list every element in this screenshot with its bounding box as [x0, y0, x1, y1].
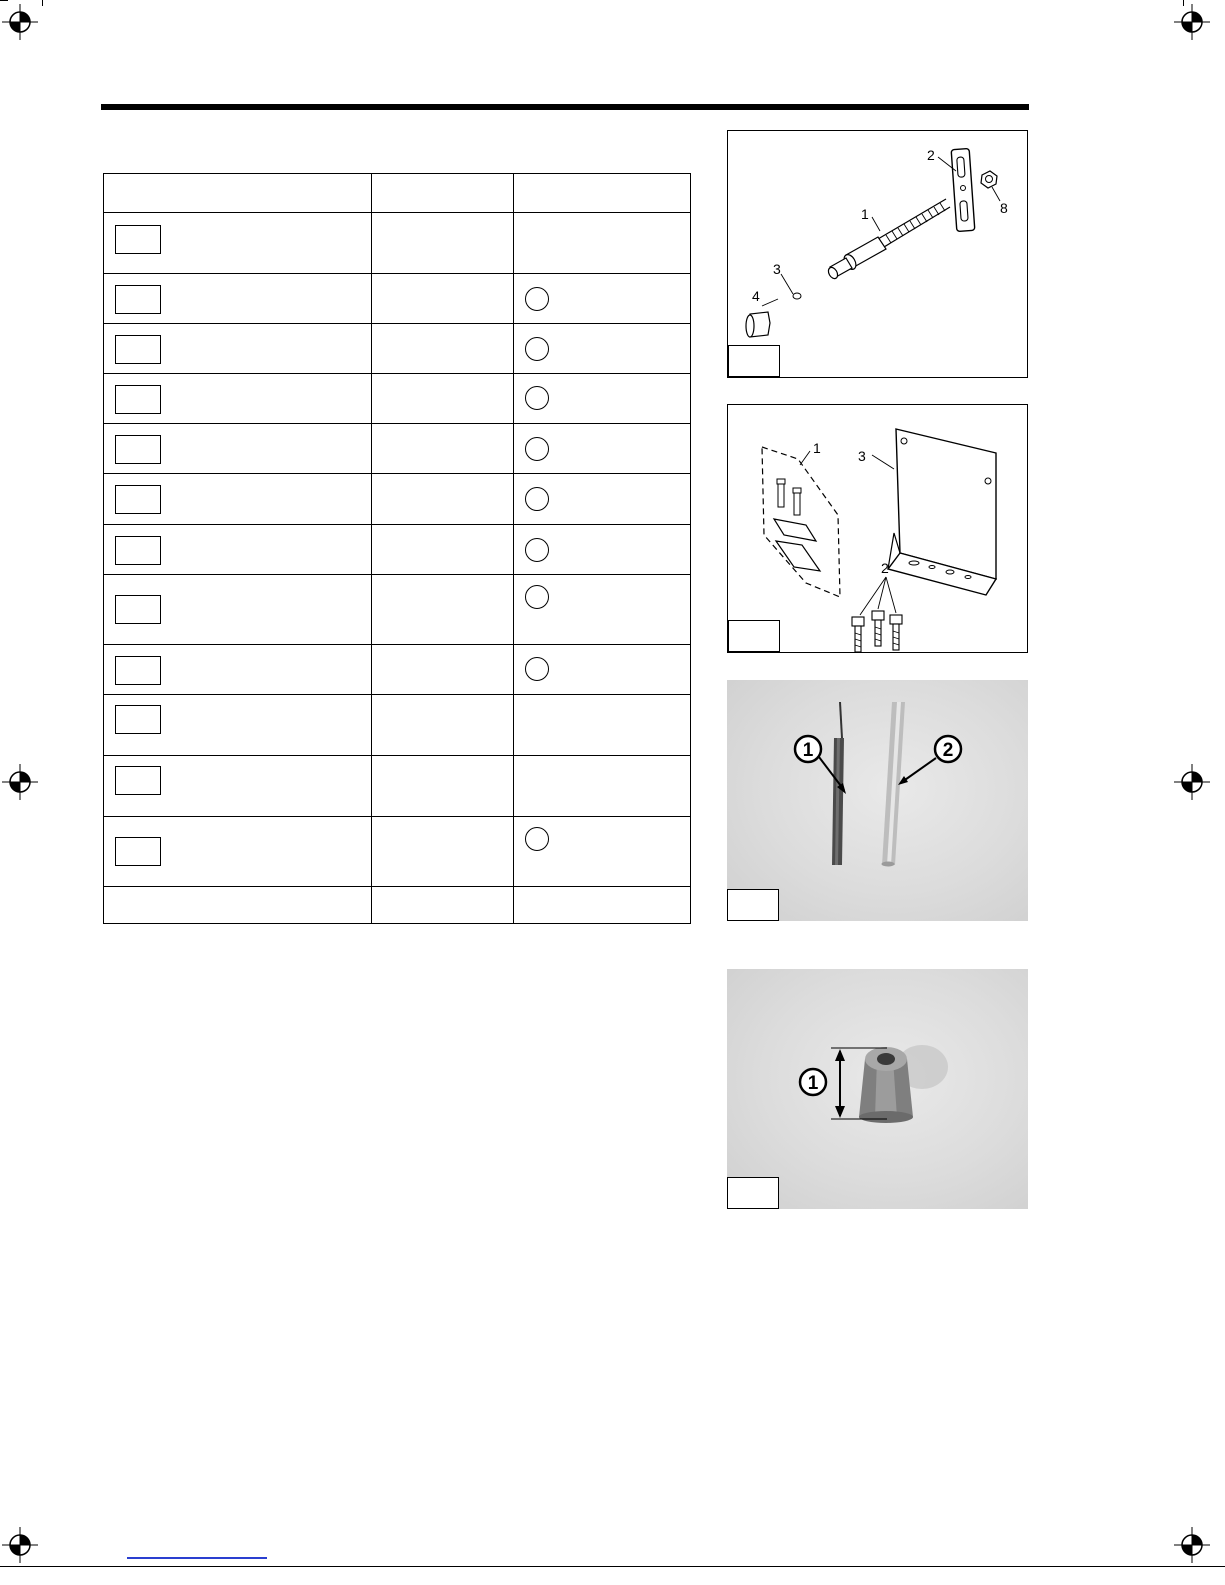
number-cell [372, 324, 514, 374]
registration-mark-top-left [0, 2, 40, 42]
figure-label-box [727, 889, 779, 921]
code-box [115, 285, 161, 314]
note-cell [514, 474, 691, 525]
figure-photo-rods [727, 680, 1028, 921]
table-row [104, 575, 691, 645]
callout-2: 2 [927, 147, 935, 163]
number-cell [372, 817, 514, 887]
table-row [104, 474, 691, 525]
circle-marker [525, 437, 549, 461]
note-cell [514, 424, 691, 474]
note-cell [514, 213, 691, 274]
note-cell [514, 274, 691, 324]
figure-label-box [728, 345, 780, 377]
tool-cell [104, 374, 372, 424]
code-box [115, 335, 161, 364]
number-cell [372, 695, 514, 756]
tool-cell [104, 645, 372, 695]
rods-photo-drawing [727, 680, 1028, 921]
code-box [115, 595, 161, 624]
table-row [104, 324, 691, 374]
bracket-plate-drawing [728, 405, 1028, 653]
note-cell [514, 645, 691, 695]
number-cell [372, 525, 514, 575]
code-box [115, 385, 161, 414]
circle-marker [525, 337, 549, 361]
note-cell [514, 575, 691, 645]
callout-8: 8 [1000, 200, 1008, 216]
table-row [104, 695, 691, 756]
registration-mark-mid-left [0, 762, 40, 802]
tool-cell [104, 756, 372, 817]
header-cell [104, 174, 372, 213]
table-row [104, 817, 691, 887]
callout-1: 1 [802, 740, 814, 761]
registration-mark-top-right [1172, 2, 1212, 42]
number-cell [372, 374, 514, 424]
circle-marker [525, 487, 549, 511]
tool-cell [104, 324, 372, 374]
puller-assembly-drawing [728, 131, 1028, 378]
code-box [115, 485, 161, 514]
circle-marker [525, 538, 549, 562]
registration-mark-bottom-right [1172, 1525, 1212, 1565]
footer-link-underline[interactable] [127, 1557, 267, 1559]
tool-cell [104, 424, 372, 474]
number-cell [372, 274, 514, 324]
tool-cell [104, 213, 372, 274]
figure-label-box [728, 620, 780, 652]
code-box [115, 837, 161, 866]
number-cell [372, 424, 514, 474]
figure-puller-assembly [727, 130, 1028, 378]
header-cell-text [514, 174, 690, 186]
trim-line [42, 0, 43, 6]
table-row [104, 213, 691, 274]
note-cell [514, 756, 691, 817]
trim-line-bottom [0, 1566, 1225, 1567]
footer-cell [514, 887, 691, 924]
code-box [115, 225, 161, 254]
bushing-photo-drawing [727, 969, 1028, 1209]
circle-marker [525, 386, 549, 410]
registration-mark-bottom-left [0, 1525, 40, 1565]
note-cell [514, 695, 691, 756]
tool-cell [104, 695, 372, 756]
note-cell [514, 817, 691, 887]
figure-bracket-plate [727, 404, 1028, 653]
trim-line [1183, 0, 1184, 6]
table-row [104, 645, 691, 695]
header-cell-text [372, 174, 513, 186]
special-tools-table [103, 173, 691, 924]
callout-2: 2 [881, 560, 889, 576]
circle-marker [525, 585, 549, 609]
footer-cell-text [104, 887, 371, 899]
header-cell [372, 174, 514, 213]
table-footer-row [104, 887, 691, 924]
table-row [104, 756, 691, 817]
footer-cell [104, 887, 372, 924]
callout-1: 1 [861, 206, 869, 222]
code-box [115, 766, 161, 795]
registration-mark-mid-right [1172, 762, 1212, 802]
tool-cell [104, 817, 372, 887]
footer-cell-text [514, 887, 690, 899]
footer-cell-text [372, 887, 513, 899]
code-box [115, 435, 161, 464]
code-box [115, 536, 161, 565]
note-cell [514, 525, 691, 575]
circle-marker [525, 657, 549, 681]
table-row [104, 525, 691, 575]
footer-cell [372, 887, 514, 924]
table-row [104, 274, 691, 324]
tool-cell [104, 525, 372, 575]
callout-3: 3 [858, 448, 866, 464]
figure-photo-bushing [727, 969, 1028, 1209]
table-row [104, 424, 691, 474]
callout-3: 3 [773, 261, 781, 277]
number-cell [372, 213, 514, 274]
header-cell-text [104, 174, 371, 186]
callout-2: 2 [942, 740, 954, 761]
table-row [104, 374, 691, 424]
number-cell [372, 756, 514, 817]
number-cell [372, 474, 514, 525]
circle-marker [525, 287, 549, 311]
number-cell [372, 575, 514, 645]
table-header-row [104, 174, 691, 213]
header-rule [101, 104, 1029, 110]
callout-1: 1 [807, 1073, 819, 1094]
trim-line [0, 0, 8, 1]
note-cell [514, 324, 691, 374]
note-cell [514, 374, 691, 424]
figure-label-box [727, 1177, 779, 1209]
code-box [115, 656, 161, 685]
circle-marker [525, 827, 549, 851]
tool-cell [104, 575, 372, 645]
callout-4: 4 [752, 288, 760, 304]
number-cell [372, 645, 514, 695]
code-box [115, 705, 161, 734]
header-cell [514, 174, 691, 213]
tool-cell [104, 274, 372, 324]
tool-cell [104, 474, 372, 525]
callout-1: 1 [813, 440, 821, 456]
